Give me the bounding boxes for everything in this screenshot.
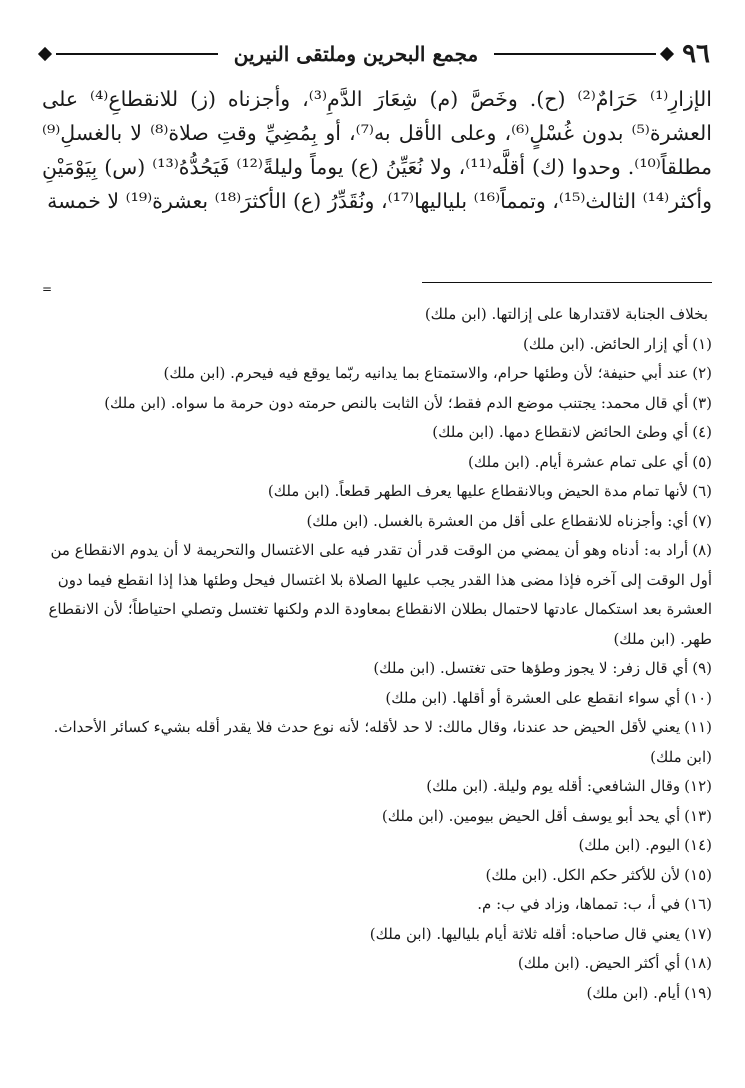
footnote-text: بخلاف الجنابة لاقتدارها على إزالتها. (ابن ملك) (424, 305, 708, 323)
diamond-ornament-icon (660, 47, 674, 61)
footnote-text: أي قال زفر: لا يجوز وطؤها حتى تغتسل. (ابن ملك) (373, 659, 689, 677)
footnote-number: (٢) (692, 364, 712, 382)
footnote (42, 389, 712, 419)
footnote-text: أيام. (ابن ملك) (586, 983, 681, 1002)
footnote (42, 507, 712, 537)
footnote-number: (١٥) (684, 865, 712, 884)
footnote-number: (٥) (692, 452, 712, 471)
footnote-text: أي إزار الحائض. (ابن ملك) (522, 334, 689, 353)
footnote (42, 920, 712, 950)
footnote-number: (١٩) (684, 983, 712, 1002)
footnote-text: أي أكثر الحيض. (ابن ملك) (517, 954, 681, 972)
running-title: مجمع البحرين وملتقى النيرين (233, 42, 479, 66)
footnote (42, 654, 712, 684)
footnote-text: عند أبي حنيفة؛ لأن وطئها حرام، والاستمتاع بما يدانيه ربّما يوقع فيه فيحرم. (ابن ملك) (163, 364, 689, 382)
footnote-text: يعني قال صاحباه: أقله ثلاثة أيام بلياليها. (ابن ملك) (369, 924, 681, 943)
header-rule (494, 53, 656, 55)
footnote-text: وقال الشافعي: أقله يوم وليلة. (ابن ملك) (426, 777, 681, 795)
footnote (42, 536, 712, 654)
footnote-number: (٦) (692, 482, 712, 500)
footnote-separator (422, 282, 712, 283)
footnote (42, 300, 712, 330)
footnote (42, 772, 712, 802)
footnote-text: أي قال محمد: يجتنب موضع الدم فقط؛ لأن الثابت بالنص حرمته دون حرمة ما سواه. (ابن ملك) (104, 393, 689, 412)
footnote (42, 359, 712, 389)
footnote-text: لأنها تمام مدة الحيض وبالانقطاع عليها يعرف الطهر قطعاً. (ابن ملك) (267, 482, 689, 500)
footnote-number: (١٦) (684, 895, 712, 913)
footnote (42, 713, 712, 772)
footnote-text: أي يحد أبو يوسف أقل الحيض بيومين. (ابن ملك) (381, 806, 681, 825)
footnote-number: (١٢) (684, 777, 712, 795)
footnote-number: (٣) (692, 393, 712, 412)
footnote-text: أي سواء انقطع على العشرة أو أقلها. (ابن ملك) (385, 688, 681, 707)
footnote-text: يعني لأقل الحيض حد عندنا، وقال مالك: لا حد لأقله؛ لأنه نوع حدث فلا يقدر أقله بشيء كسائر الأحداث. (ابن ملك) (53, 718, 712, 766)
footnote-text: لأن للأكثر حكم الكل. (ابن ملك) (485, 865, 681, 884)
footnote-number: (٩) (692, 659, 712, 677)
footnote-number: (٧) (692, 511, 712, 530)
footnote-continuation-mark: = (42, 282, 53, 296)
footnote-number: (٨) (692, 541, 712, 559)
footnote-text: أراد به: أدناه وهو أن يمضي من الوقت قدر أن تقدر فيه على الاغتسال والتحريمة لا أن يدوم الانقطاع من أول الوقت إلى آخره فإذا مضى هذا القدر يجب عليها الصلاة بلا اغتسال فيحل وطئها هذا إذا انقطع فيما دون العشرة بعد استكمال عادتها لاحتمال بطلان الانقطاع بمعاودة الدم ولكنها تغتسل وتصلي احتياطاً؛ لأن الانقطاع طهر. (ابن ملك) (48, 541, 712, 648)
footnote-number: (١٠) (684, 688, 712, 707)
footnote (42, 448, 712, 478)
footnote (42, 831, 712, 861)
footnote (42, 802, 712, 832)
footnote-text: اليوم. (ابن ملك) (578, 836, 681, 854)
footnote (42, 890, 712, 920)
footnote (42, 949, 712, 979)
footnote-number: (٤) (692, 423, 712, 441)
footnote (42, 979, 712, 1009)
footnote-number: (١٤) (684, 836, 712, 854)
footnote-text: أي: وأجزناه للانقطاع على أقل من العشرة بالغسل. (ابن ملك) (306, 511, 689, 530)
footnote (42, 861, 712, 891)
footnote-number: (١٨) (684, 954, 712, 972)
page-number: ٩٦ (682, 39, 710, 69)
footnote-number: (١٣) (684, 806, 712, 825)
footnote-text: أي وطئ الحائض لانقطاع دمها. (ابن ملك) (432, 423, 689, 441)
footnote-text: أي على تمام عشرة أيام. (ابن ملك) (468, 452, 689, 471)
footnote-number: (١٧) (684, 924, 712, 943)
running-header (40, 36, 710, 72)
footnote (42, 477, 712, 507)
diamond-ornament-icon (38, 47, 52, 61)
footnote-number: (١١) (684, 718, 712, 736)
footnote-number: (١) (692, 334, 712, 353)
footnotes-block (42, 300, 712, 1008)
header-rule (56, 53, 218, 55)
footnote (42, 418, 712, 448)
footnote (42, 330, 712, 360)
main-text-block: الإزارِ⁽¹⁾ حَرَامٌ⁽²⁾ (ح). وخَصَّ (م) شِعَارَ الدَّمِ⁽³⁾، وأجزناه (ز) للانقطاعِ⁽⁴⁾ على العشرة⁽⁵⁾ بدون غُسْلٍ⁽⁶⁾، وعلى الأقل به⁽⁷⁾، أو بِمُضِيِّ وقتِ صلاة⁽⁸⁾ لا بالغسلِ⁽⁹⁾ مطلقاً⁽¹⁰⁾. وحدوا (ك) أقلَّه⁽¹¹⁾، ولا نُعَيِّنُ (ع) يوماً وليلةً⁽¹²⁾ فَيَحُدُّهُ⁽¹³⁾ (س) بِيَوْمَيْنِ وأكثر⁽¹⁴⁾ الثالث⁽¹⁵⁾، وتمماً⁽¹⁶⁾ بلياليها⁽¹⁷⁾، ونُقَدِّرُ (ع) الأكثرَ⁽¹⁸⁾ بعشرة⁽¹⁹⁾ لا خمسة (42, 87, 713, 213)
footnote (42, 684, 712, 714)
footnote-text: في أ، ب: تمماها، وزاد في ب: م. (477, 895, 681, 913)
